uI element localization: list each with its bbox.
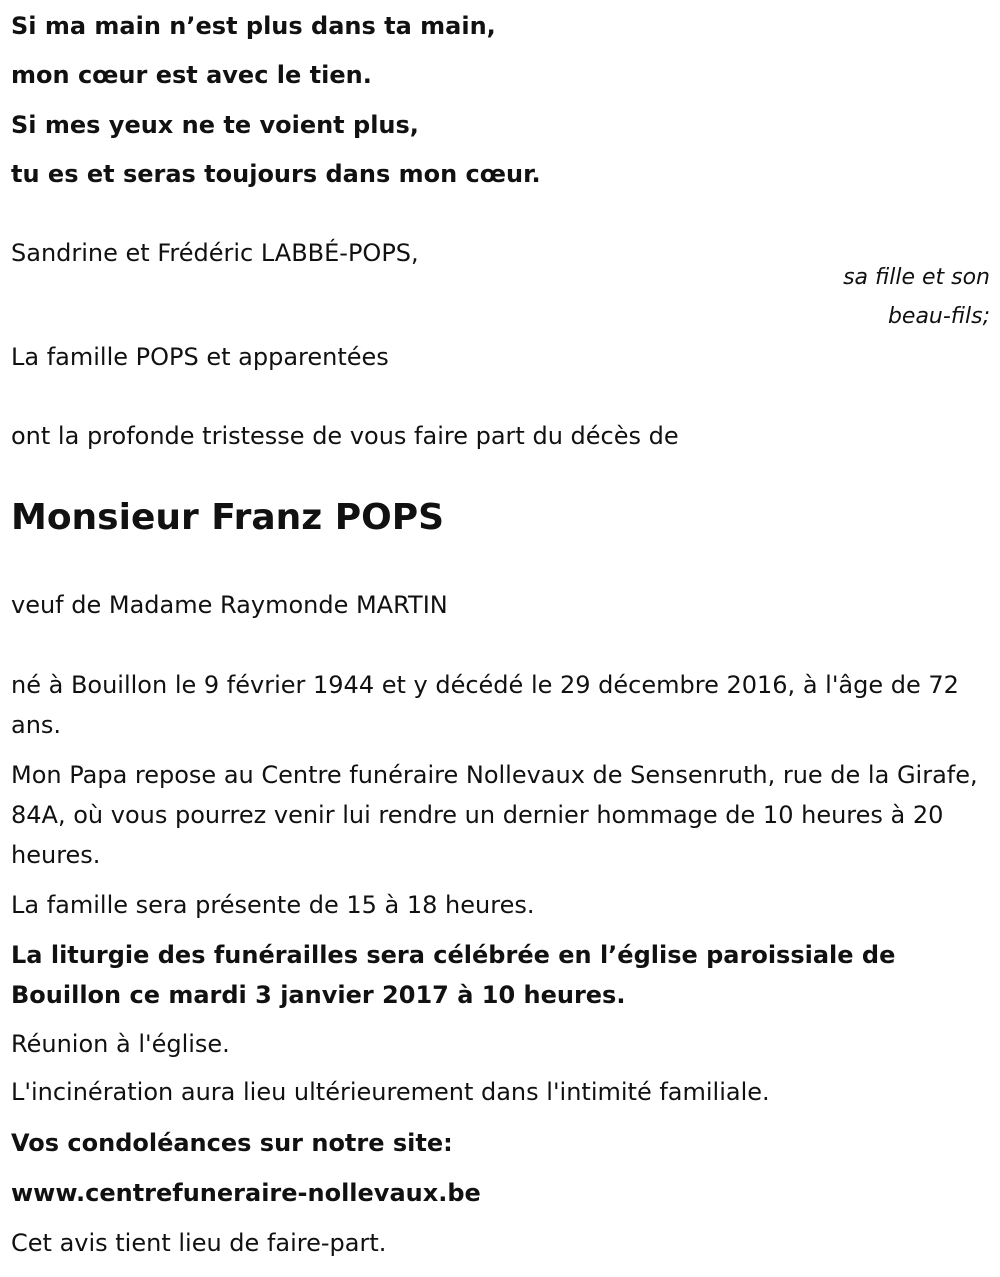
relation-line-2: beau-fils; bbox=[887, 304, 990, 329]
poem-line-2: mon cœur est avec le tien. bbox=[11, 61, 372, 89]
poem-line-3: Si mes yeux ne te voient plus, bbox=[11, 111, 419, 139]
deceased-name: Monsieur Franz POPS bbox=[11, 497, 445, 538]
birth-death-text: né à Bouillon le 9 février 1944 et y décédé le 29 décembre 2016, à l'âge de 72 ans. bbox=[11, 671, 959, 739]
spouse-text: veuf de Madame Raymonde MARTIN bbox=[11, 591, 448, 619]
family-member-daughter: Sandrine et Frédéric LABBÉ-POPS, bbox=[11, 239, 419, 267]
cremation-text: L'incinération aura lieu ultérieurement dans l'intimité familiale. bbox=[11, 1078, 770, 1106]
poem-line-4: tu es et seras toujours dans mon cœur. bbox=[11, 160, 541, 188]
meeting-text: Réunion à l'église. bbox=[11, 1030, 230, 1058]
liturgy-text: La liturgie des funérailles sera célébrée en l’église paroissiale de Bouillon ce mardi 3 janvier 2017 à 10 heures. bbox=[11, 941, 896, 1009]
announcement-text: ont la profonde tristesse de vous faire part du décès de bbox=[11, 422, 679, 450]
family-presence-text: La famille sera présente de 15 à 18 heures. bbox=[11, 891, 535, 919]
poem-line-1: Si ma main n’est plus dans ta main, bbox=[11, 12, 496, 40]
website-link[interactable]: www.centrefuneraire-nollevaux.be bbox=[11, 1179, 481, 1207]
family-member-pops: La famille POPS et apparentées bbox=[11, 343, 389, 371]
relation-line-1: sa fille et son bbox=[843, 265, 990, 290]
closing-text: Cet avis tient lieu de faire-part. bbox=[11, 1229, 387, 1257]
repose-text: Mon Papa repose au Centre funéraire Nollevaux de Sensenruth, rue de la Girafe, 84A, où vous pourrez venir lui rendre un dernier hommage de 10 heures à 20 heures. bbox=[11, 761, 978, 869]
condolences-label: Vos condoléances sur notre site: bbox=[11, 1129, 453, 1157]
